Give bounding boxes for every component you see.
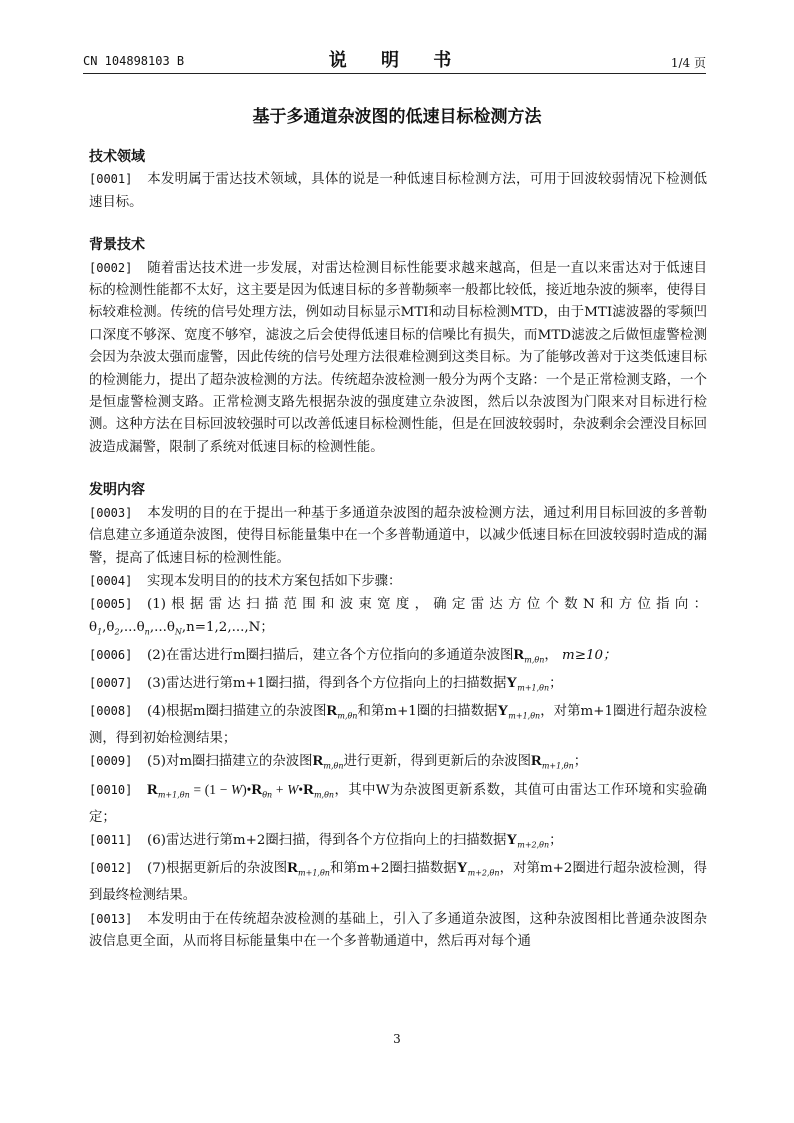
eq-part-1: = (1 −	[189, 781, 232, 797]
paragraph-0005	[89, 593, 707, 643]
eq-part-2: )•	[242, 781, 252, 797]
para-text: 本发明属于雷达技术领域，具体的说是一种低速目标检测方法，可用于回波较弱情况下检测低速目标。	[89, 172, 707, 210]
scan-data-sub: m+1,θn	[508, 711, 541, 721]
para-text: (4)根据m圈扫描建立的杂波图	[147, 703, 327, 719]
paragraph-0006: [0006] (2)在雷达进行m圈扫描后，建立各个方位指向的多通道杂波图$R_{m,\theta n}$， m≥10；	[89, 644, 707, 672]
theta-sep-1: ,θ	[102, 619, 115, 635]
scan-data-sub: m+1,θn	[517, 683, 550, 693]
clutter-map-symbol: R	[312, 753, 324, 770]
para-text-mid: 和第m+1圈的扫描数据	[357, 703, 498, 719]
theta-sub-n: n	[144, 627, 150, 637]
para-number: [0002]	[89, 260, 133, 275]
paragraph-0001	[89, 168, 707, 214]
para-text: ，其中W为杂波图更新系数，其值可由雷达工作环境和实验确定；	[89, 782, 708, 825]
updated-clutter-map-symbol: R	[531, 753, 542, 770]
paragraph-0007	[89, 672, 707, 700]
paragraph-0008	[89, 700, 707, 750]
para-number: [0011]	[89, 833, 133, 847]
scan-data-symbol: Y	[506, 674, 518, 691]
para-number: [0008]	[89, 703, 133, 718]
paragraph-0009	[89, 750, 707, 778]
scan-data-sub: m+2,θn	[467, 868, 500, 878]
document-type: 说 明 书	[328, 50, 466, 71]
eq-r-m-sub: m,θn	[313, 790, 335, 800]
para-text: (7)根据更新后的杂波图	[147, 861, 288, 877]
scan-data-sub: m+2,θn	[517, 840, 550, 850]
eq-part-4: •	[298, 781, 304, 797]
updated-clutter-map-sub: m+1,θn	[298, 868, 330, 878]
clutter-map-sub: m,θn	[524, 655, 545, 665]
paragraph-0003	[89, 502, 707, 570]
paragraph-0011	[89, 829, 707, 857]
theta-sep-2: ,...	[119, 619, 137, 635]
section-background: 背景技术	[89, 237, 145, 254]
para-number: [0006]	[89, 647, 133, 662]
page-number: 3	[393, 1032, 401, 1046]
para-text-end: ,n=1,2,...,N；	[181, 619, 274, 635]
paragraph-0004	[89, 570, 707, 593]
eq-w-1: W	[231, 781, 243, 797]
para-number: [0007]	[89, 675, 133, 690]
section-tech-field: 技术领域	[89, 149, 145, 165]
clutter-map-sub: m,θn	[323, 762, 344, 772]
eq-r-m-symbol: R	[303, 781, 314, 798]
para-text: 本发明的目的在于提出一种基于多通道杂波图的超杂波检测方法，通过利用目标回波的多普勒信息建立多通道杂波图，使得目标能量集中在一个多普勒通道中，以减少低速目标在回波较弱时造成的漏警，提高了低速目标的检测性能。	[89, 505, 707, 566]
para-text: (1)根据雷达扫描范围和波束宽度，确定雷达方位个数N和方位指向：θ	[89, 597, 707, 635]
para-text-mid: 和第m+2圈扫描数据	[329, 861, 457, 877]
eq-r-theta-sub: θn	[262, 790, 273, 800]
document-title: 基于多通道杂波图的低速目标检测方法	[252, 107, 542, 127]
theta-sub-1: 1	[97, 627, 103, 637]
para-number: [0005]	[89, 597, 133, 612]
para-text-end: m≥10；	[562, 647, 617, 663]
clutter-map-symbol: R	[326, 702, 338, 719]
eq-w-2: W	[287, 781, 299, 797]
para-text-end: ，对第m+1圈进行超杂波检测，得到初始检测结果；	[89, 703, 707, 747]
paragraph-0002	[89, 257, 707, 460]
para-text: (5)对m圈扫描建立的杂波图	[147, 754, 313, 770]
clutter-map-symbol: R	[513, 646, 525, 663]
theta-sub-N: N	[174, 627, 182, 637]
scan-data-symbol: Y	[497, 702, 509, 719]
patent-number: CN 104898103 B	[83, 54, 185, 68]
para-number: [0013]	[89, 911, 133, 926]
document-body	[89, 146, 707, 953]
para-text-end: ，对第m+2圈进行超杂波检测，得到最终检测结果。	[89, 861, 708, 904]
theta-sub-2: 2	[114, 627, 120, 637]
header-rule	[83, 73, 706, 74]
para-text-end: ；	[573, 754, 588, 770]
para-text-end: ；	[549, 675, 563, 691]
paragraph-0010	[89, 779, 707, 829]
section-invention: 发明内容	[89, 482, 145, 499]
para-text-end: ；	[549, 833, 563, 848]
para-text: 实现本发明目的的技术方案包括如下步骤：	[147, 573, 402, 589]
clutter-map-sub: m,θn	[337, 711, 358, 721]
paragraph-0012	[89, 857, 707, 907]
scan-data-symbol: Y	[456, 860, 468, 877]
para-number: [0009]	[89, 754, 133, 769]
para-text: 本发明由于在传统超杂波检测的基础上，引入了多通道杂波图，这种杂波图相比普通杂波图杂波信息更全面，从而将目标能量集中在一个多普勒通道中，然后再对每个通	[89, 911, 707, 949]
para-text: (2)在雷达进行m圈扫描后，建立各个方位指向的多通道杂波图	[147, 647, 514, 663]
para-number: [0001]	[89, 172, 133, 187]
para-text: 随着雷达技术进一步发展，对雷达检测目标性能要求越来越高，但是一直以来雷达对于低速目标的检测性能都不太好，这主要是因为低速目标的多普勒频率一般都比较低，接近地杂波的频率，使得目标较难检测。传统的信号处理方法，例如动目标显示MTI和动目标检测MTD，由于MTI滤波器的零频凹口深度不够深、宽度不够窄，滤波之后会使得低速目标的信噪比有损失，而MTD滤波之后做恒虚警检测会因为杂波太强而虚警，因此传统的信号处理方法很难检测到这类目标。为了能够改善对于这类低速目标的检测能力，提出了超杂波检测的方法。传统超杂波检测一般分为两个支路：一个是正常检测支路，一个是恒虚警检测支路。正常检测支路先根据杂波的强度建立杂波图，然后以杂波图为门限来对目标进行检测。这种方法在目标回波较强时可以改善低速目标检测性能，但是在回波较弱时，杂波剩余会湮没目标回波造成漏警，限制了系统对低速目标的检测性能。	[89, 260, 707, 455]
eq-part-3: +	[272, 781, 288, 797]
paragraph-0013	[89, 908, 707, 954]
para-number: [0012]	[89, 861, 133, 876]
updated-clutter-map-symbol: R	[287, 860, 299, 877]
eq-r-theta-symbol: R	[251, 781, 263, 798]
para-number: [0010]	[89, 782, 133, 797]
eq-lhs-symbol: R	[147, 781, 158, 798]
theta-sep-3: ,...θ	[149, 619, 175, 635]
para-text: (6)雷达进行第m+2圈扫描，得到各个方位指向上的扫描数据	[147, 833, 507, 848]
para-number: [0004]	[89, 573, 133, 588]
page-info: 1/4 页	[670, 56, 706, 70]
para-text: (3)雷达进行第m+1圈扫描，得到各个方位指向上的扫描数据	[147, 675, 507, 691]
theta-symbol: θ	[136, 619, 145, 635]
eq-lhs-sub: m+1,θn	[157, 790, 190, 800]
para-text-mid: 进行更新，得到更新后的杂波图	[343, 754, 531, 770]
updated-clutter-map-sub: m+1,θn	[541, 762, 574, 772]
scan-data-symbol: Y	[506, 832, 518, 848]
para-number: [0003]	[89, 505, 133, 520]
